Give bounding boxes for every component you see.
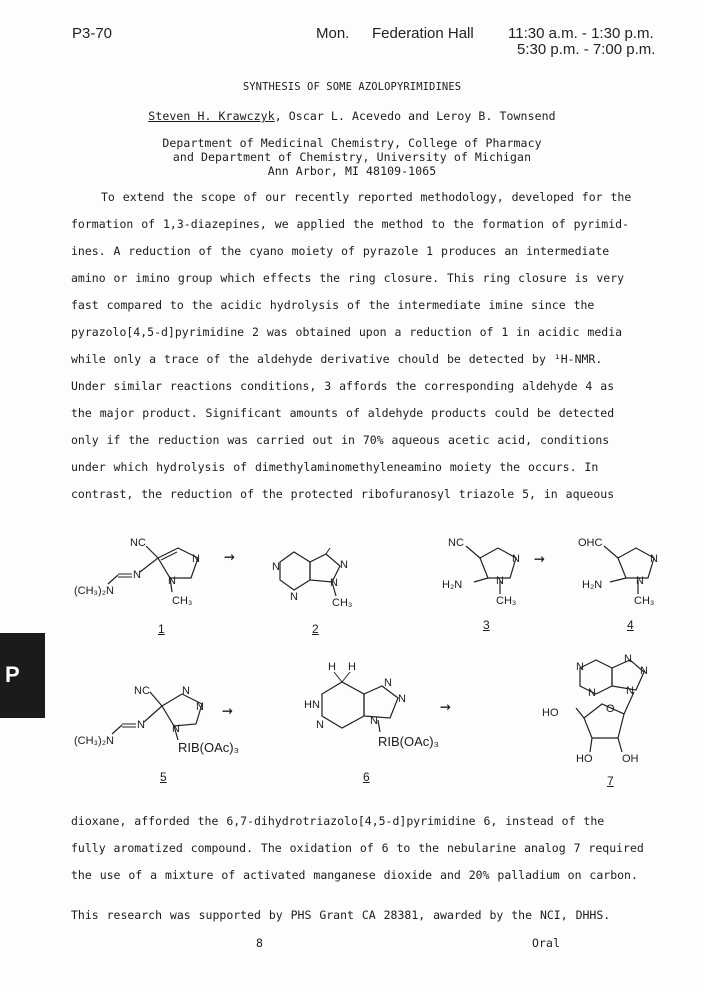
session-code: P3-70: [72, 25, 113, 42]
compound-2-number: 2: [312, 622, 319, 636]
compound-7-number: 7: [607, 774, 614, 788]
compound-4-label: CH₃: [634, 595, 655, 607]
compound-3-label: N: [512, 553, 520, 565]
compound-4-label: OHC: [578, 537, 603, 549]
compound-4-label: N: [636, 575, 644, 587]
affiliation-line: and Department of Chemistry, University of Michigan: [172, 150, 532, 164]
compound-5-label: (CH₃)₂N: [74, 735, 114, 747]
compound-7-label: N: [588, 687, 596, 699]
body-line: pyrazolo[4,5-d]pyrimidine 2 was obtained upon a reduction of 1 in acidic media: [71, 325, 623, 339]
body-line: ines. A reduction of the cyano moiety of pyrazole 1 produces an intermediate: [71, 244, 610, 258]
affiliation-line: Department of Medicinal Chemistry, College of Pharmacy: [162, 136, 542, 150]
compound-2-label: N: [272, 561, 280, 573]
compound-3-label: H₂N: [442, 579, 463, 591]
compound-6-label: RIB(OAc)₃: [378, 734, 439, 749]
compound-3-label: CH₃: [496, 595, 517, 607]
compound-1-label: N: [192, 553, 200, 565]
compound-5-label: N: [182, 685, 190, 697]
session-day: Mon.: [316, 25, 350, 42]
compound-6-structure: [302, 662, 452, 762]
body-line: To extend the scope of our recently reported methodology, developed for the: [101, 190, 632, 204]
compound-6-label: N: [384, 677, 392, 689]
compound-6-label: H: [348, 661, 356, 673]
compound-5-structure: [74, 680, 239, 780]
compound-3-label: N: [496, 575, 504, 587]
body-line: contrast, the reduction of the protected ribofuranosyl triazole 5, in aqueous: [71, 487, 615, 501]
compound-1-structure: [70, 532, 210, 612]
compound-2-label: N: [330, 577, 338, 589]
compound-5-number: 5: [160, 770, 167, 784]
co-authors: , Oscar L. Acevedo and Leroy B. Townsend: [274, 109, 556, 123]
compound-6-number: 6: [363, 770, 370, 784]
compound-6-label: HN: [304, 699, 320, 711]
session-venue: Federation Hall: [372, 25, 474, 42]
compound-5-label: RIB(OAc)₃: [178, 740, 239, 755]
compound-6-label: N: [316, 719, 324, 731]
page-number: 8: [256, 936, 264, 950]
compound-7-label: N: [576, 661, 584, 673]
reaction-arrow: →: [222, 700, 233, 721]
compound-7-label: N: [626, 685, 634, 697]
compound-1-label: N: [168, 575, 176, 587]
reaction-arrow: →: [440, 696, 451, 717]
paper-title: SYNTHESIS OF SOME AZOLOPYRIMIDINES: [242, 81, 462, 93]
body-line: formation of 1,3-diazepines, we applied the method to the formation of pyrimid-: [71, 217, 629, 231]
compound-5-label: N: [137, 719, 145, 731]
presentation-type: Oral: [532, 936, 561, 950]
compound-7-label: HO: [576, 753, 593, 765]
compound-5-label: N: [196, 701, 204, 713]
compound-7-structure: [536, 652, 686, 772]
compound-1-label: CH₃: [172, 595, 193, 607]
presenting-author: Steven H. Krawczyk: [148, 109, 275, 123]
reaction-arrow: →: [534, 548, 545, 569]
reaction-arrow: →: [224, 546, 235, 567]
body-line: Under similar reactions conditions, 3 affords the corresponding aldehyde 4 as: [71, 379, 615, 393]
session-time-1: 11:30 a.m. - 1:30 p.m.: [508, 25, 654, 42]
section-tab: [0, 633, 45, 718]
body-line: under which hydrolysis of dimethylaminomethyleneamino moiety the occurs. In: [71, 460, 599, 474]
compound-3-number: 3: [483, 618, 490, 632]
compound-7-label: N: [624, 653, 632, 665]
body-line: only if the reduction was carried out in 70% aqueous acetic acid, conditions: [71, 433, 610, 447]
compound-1-number: 1: [158, 622, 165, 636]
acknowledgment: This research was supported by PHS Grant CA 28381, awarded by the NCI, DHHS.: [71, 908, 611, 922]
compound-6-label: H: [328, 661, 336, 673]
compound-7-label: N: [640, 665, 648, 677]
body-line: the use of a mixture of activated manganese dioxide and 20% palladium on carbon.: [71, 868, 638, 882]
section-tab-label: P: [5, 662, 20, 687]
body-line: amino or imino group which effects the ring closure. This ring closure is very: [71, 271, 625, 285]
compound-2-label: CH₃: [332, 597, 353, 609]
session-time-2: 5:30 p.m. - 7:00 p.m.: [517, 41, 656, 58]
compound-1-label: NC: [130, 537, 146, 549]
body-line: fully aromatized compound. The oxidation of 6 to the nebularine analog 7 required: [71, 841, 644, 855]
body-line: fast compared to the acidic hydrolysis of the intermediate imine since the: [71, 298, 595, 312]
compound-1-label: N: [133, 569, 141, 581]
author-line: [0, 109, 704, 123]
affiliation-line: Ann Arbor, MI 48109-1065: [267, 164, 437, 178]
compound-4-number: 4: [627, 618, 634, 632]
body-line: the major product. Significant amounts of aldehyde products could be detected: [71, 406, 615, 420]
compound-4-structure: [578, 532, 678, 612]
compound-1-label: (CH₃)₂N: [74, 585, 114, 597]
compound-2-structure: [270, 540, 370, 610]
compound-6-label: N: [370, 715, 378, 727]
compound-5-label: NC: [134, 685, 150, 697]
compound-4-label: H₂N: [582, 579, 603, 591]
compound-5-label: N: [172, 723, 180, 735]
compound-7-label: OH: [622, 753, 639, 765]
compound-2-label: N: [340, 559, 348, 571]
compound-7-label: O: [606, 703, 615, 715]
compound-4-label: N: [650, 553, 658, 565]
compound-2-label: N: [290, 591, 298, 603]
body-line: dioxane, afforded the 6,7-dihydrotriazolo[4,5-d]pyrimidine 6, instead of the: [71, 814, 605, 828]
body-line: while only a trace of the aldehyde derivative chould be detected by ¹H-NMR.: [71, 352, 603, 366]
compound-7-label: HO: [542, 707, 559, 719]
compound-3-label: NC: [448, 537, 464, 549]
compound-3-structure: [440, 532, 530, 612]
compound-6-label: N: [398, 693, 406, 705]
